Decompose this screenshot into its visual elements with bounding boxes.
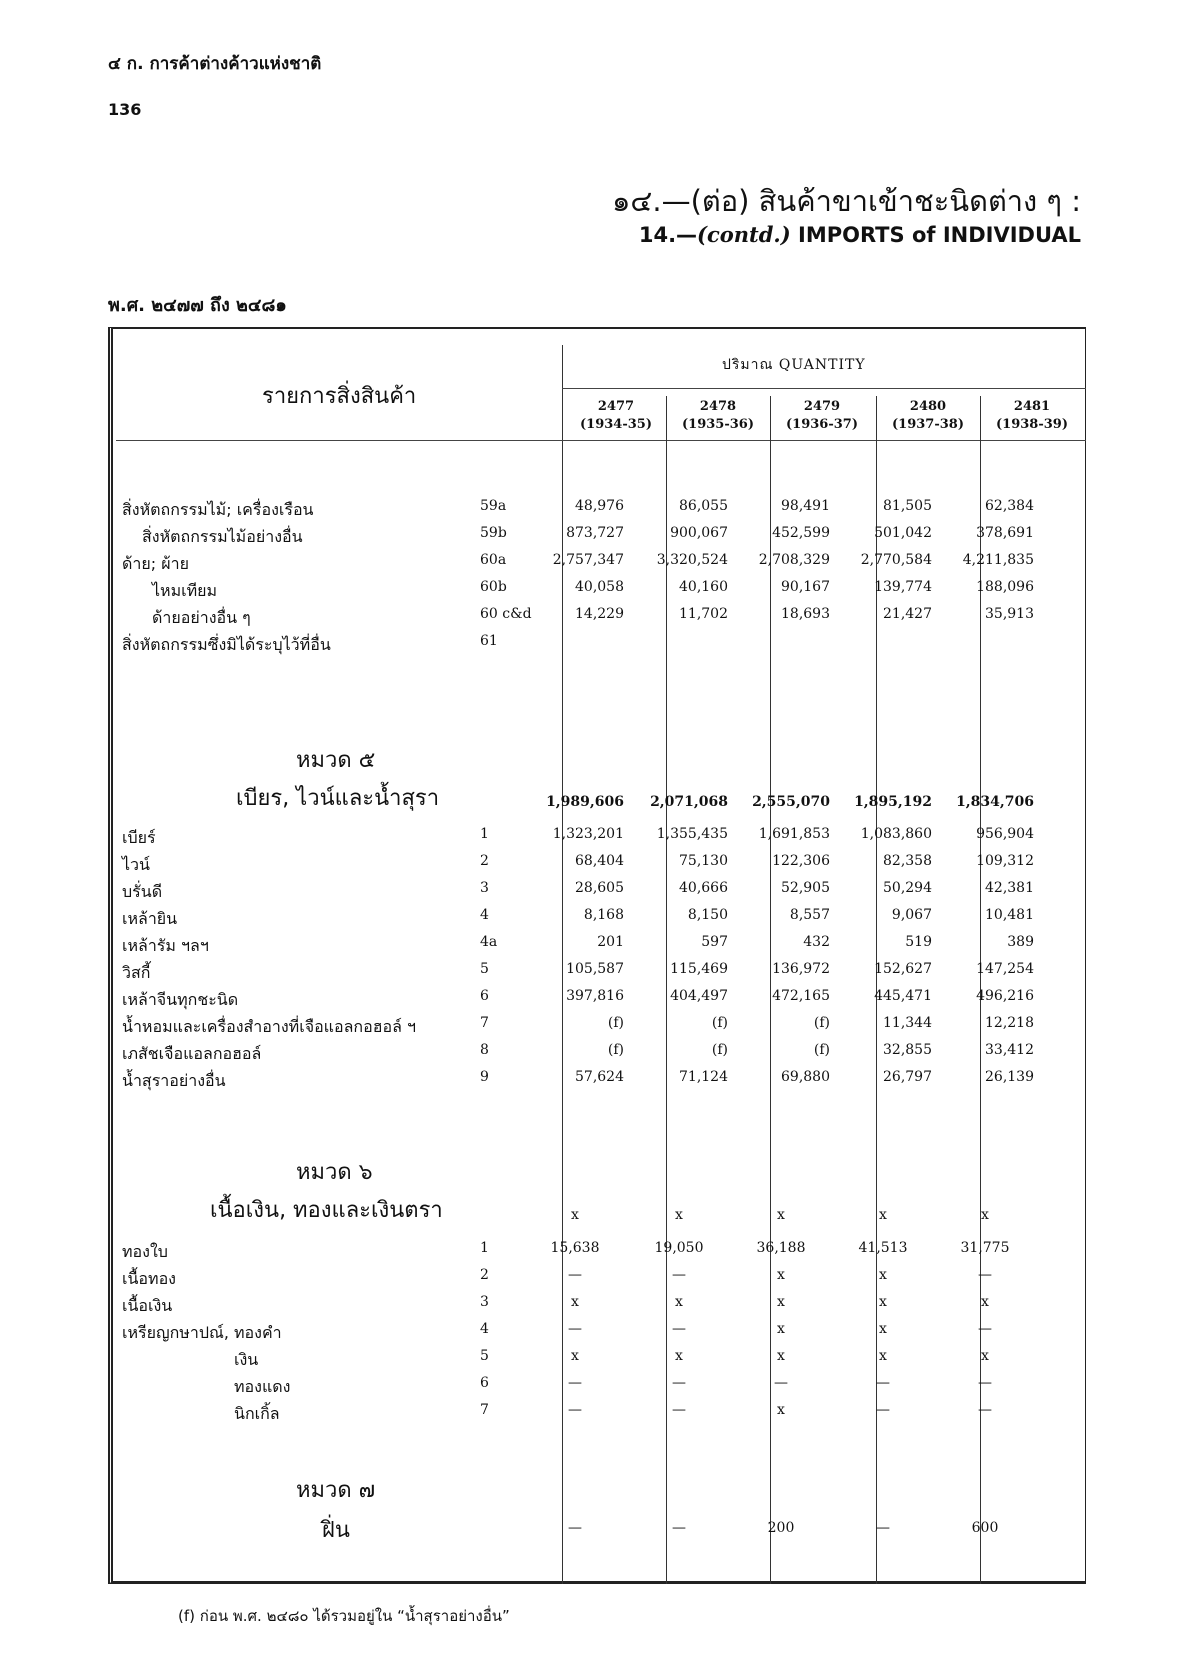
row-code: 7 [480, 1402, 489, 1418]
table-title-thai: ๑๔.—(ต่อ) สินค้าขาเข้าชะนิดต่าง ๆ : [612, 184, 1081, 218]
row-value: 378,691 [976, 525, 1034, 541]
row-code: 5 [480, 961, 489, 977]
table-row [112, 1294, 1082, 1322]
row-value: 15,638 [550, 1240, 600, 1256]
row-value: 501,042 [874, 525, 932, 541]
row-code: 7 [480, 1015, 489, 1031]
row-value: x [777, 1267, 785, 1283]
year-ad: (1935-36) [682, 417, 754, 432]
row-label: เภสัชเจือแอลกอฮอล์ [122, 1044, 262, 1063]
row-code: 4 [480, 907, 489, 923]
row-value: 1,323,201 [552, 826, 624, 842]
row-value: 389 [1007, 934, 1034, 950]
row-value: (f) [607, 1042, 624, 1058]
row-value: 75,130 [679, 853, 728, 869]
row-value: 2,757,347 [552, 552, 624, 568]
table-row [112, 853, 1082, 881]
row-value: 10,481 [985, 907, 1034, 923]
group-7-title: หมวด ๗ [296, 1478, 376, 1503]
year-ad: (1937-38) [892, 417, 964, 432]
table-row [112, 880, 1082, 908]
row-label: เนื้อเงิน [122, 1296, 173, 1315]
row-label: ไหมเทียม [152, 581, 218, 600]
row-value: x [675, 1348, 683, 1364]
row-code: 59a [480, 498, 507, 514]
row-label: เหรียญกษาปณ์, ทองคำ [122, 1323, 282, 1342]
row-value: 600 [971, 1520, 999, 1536]
row-value: 122,306 [772, 853, 830, 869]
row-code: 60 c&d [480, 606, 532, 622]
row-value: (f) [813, 1015, 830, 1031]
row-value: x [571, 1294, 579, 1310]
row-value: 2,708,329 [758, 552, 830, 568]
row-label: บรั่นดี [122, 882, 163, 901]
row-value: 62,384 [985, 498, 1034, 514]
row-value: 52,905 [781, 880, 830, 896]
year-be: 2477 [597, 399, 635, 414]
row-value: 28,605 [575, 880, 624, 896]
row-value: 33,412 [985, 1042, 1034, 1058]
row-code: 9 [480, 1069, 489, 1085]
row-label: น้ำหอมและเครื่องสำอางที่เจือแอลกอฮอล์ ฯ [122, 1017, 416, 1036]
row-code: 2 [480, 1267, 489, 1283]
row-value: 2,555,070 [752, 794, 830, 810]
row-value: 109,312 [976, 853, 1034, 869]
title-en-prefix: 14.— [638, 223, 698, 247]
row-value: — [876, 1520, 890, 1536]
row-code: 60b [480, 579, 507, 595]
row-value: 81,505 [883, 498, 932, 514]
row-code: 3 [480, 880, 489, 896]
row-value: — [568, 1321, 582, 1337]
row-label: ด้าย; ผ้าย [122, 554, 189, 573]
row-code: 4a [480, 934, 498, 950]
row-label: สิ่งหัตถกรรมซึ่งมิได้ระบุไว้ที่อื่น [122, 635, 331, 654]
row-value: — [672, 1402, 686, 1418]
row-value: 40,058 [575, 579, 624, 595]
row-value: — [876, 1375, 890, 1391]
table-row [112, 1267, 1082, 1295]
row-value: x [879, 1348, 887, 1364]
row-code: 4 [480, 1321, 489, 1337]
table-row [112, 826, 1082, 854]
year-range: พ.ศ. ๒๔๗๗ ถึง ๒๔๘๑ [108, 295, 287, 316]
year-ad: (1938-39) [996, 417, 1068, 432]
row-value: 147,254 [976, 961, 1034, 977]
table-row [112, 961, 1082, 989]
row-value: 900,067 [670, 525, 728, 541]
row-value: 26,797 [883, 1069, 932, 1085]
row-value: 69,880 [781, 1069, 830, 1085]
row-value: (f) [607, 1015, 624, 1031]
row-value: 1,355,435 [656, 826, 728, 842]
table-row [112, 498, 1082, 526]
row-value: 41,513 [858, 1240, 908, 1256]
row-label: น้ำสุราอย่างอื่น [122, 1071, 226, 1090]
row-label: ทองแดง [234, 1377, 291, 1396]
row-value: x [879, 1267, 887, 1283]
row-value: 1,083,860 [860, 826, 932, 842]
row-label: เนื้อทอง [122, 1269, 176, 1288]
row-code: 61 [480, 633, 498, 649]
row-code: 2 [480, 853, 489, 869]
row-value: 90,167 [781, 579, 830, 595]
row-value: — [774, 1375, 788, 1391]
item-column-header: รายการสิ่งสินค้า [262, 384, 417, 409]
row-value: 42,381 [985, 880, 1034, 896]
row-value: 3,320,524 [656, 552, 728, 568]
row-value: 8,168 [583, 907, 624, 923]
row-value: — [978, 1321, 992, 1337]
quantity-column-header: ปริมาณ QUANTITY [722, 357, 866, 373]
row-value: 1,834,706 [956, 794, 1034, 810]
row-value: 11,702 [679, 606, 728, 622]
table-row [112, 1321, 1082, 1349]
row-value: 18,693 [781, 606, 830, 622]
row-label: เหล้ารัม ฯลฯ [122, 936, 209, 955]
group-5-title: หมวด ๕ [296, 748, 376, 773]
row-label: สิ่งหัตถกรรมไม้; เครื่องเรือน [122, 500, 314, 519]
row-value: 115,469 [670, 961, 728, 977]
row-value: — [672, 1520, 686, 1536]
row-value: 98,491 [781, 498, 830, 514]
year-header [982, 398, 1082, 434]
table-row [112, 1348, 1082, 1376]
year-be: 2481 [1013, 399, 1051, 414]
row-code: 1 [480, 1240, 489, 1256]
row-value: 445,471 [874, 988, 932, 1004]
row-value: 14,229 [575, 606, 624, 622]
row-label: ทองใบ [122, 1242, 168, 1261]
row-label: เหล้าจีนทุกชะนิด [122, 990, 239, 1009]
title-en-main: IMPORTS of INDIVIDUAL [798, 223, 1081, 247]
row-value: 4,211,835 [962, 552, 1034, 568]
row-value: 452,599 [772, 525, 830, 541]
row-value: x [777, 1321, 785, 1337]
row-value: 201 [597, 934, 624, 950]
group-total-row [112, 1207, 1082, 1235]
row-value: x [879, 1207, 887, 1223]
year-header [668, 398, 768, 434]
table-row [112, 606, 1082, 634]
year-ad: (1936-37) [786, 417, 858, 432]
year-ad: (1934-35) [580, 417, 652, 432]
row-code: 1 [480, 826, 489, 842]
row-value: 956,904 [976, 826, 1034, 842]
row-value: — [568, 1402, 582, 1418]
table-row [112, 633, 1082, 661]
row-value: 397,816 [566, 988, 624, 1004]
row-label: เงิน [234, 1350, 259, 1369]
row-value: — [672, 1321, 686, 1337]
row-value: 136,972 [772, 961, 830, 977]
table-row [112, 1042, 1082, 1070]
table-row [112, 1240, 1082, 1268]
year-header [566, 398, 666, 434]
year-be: 2479 [803, 399, 841, 414]
row-value: — [978, 1402, 992, 1418]
page-number: 136 [108, 100, 142, 119]
row-code: 6 [480, 1375, 489, 1391]
row-value: x [981, 1294, 989, 1310]
row-value: 139,774 [874, 579, 932, 595]
section-label: ๔ ก. การค้าต่างค้าวแห่งชาติ [108, 54, 322, 74]
row-value: (f) [813, 1042, 830, 1058]
row-value: 404,497 [670, 988, 728, 1004]
row-value: 19,050 [654, 1240, 704, 1256]
row-value: 519 [905, 934, 932, 950]
row-label: วิสกี้ [122, 963, 151, 982]
row-value: x [879, 1321, 887, 1337]
row-value: x [777, 1207, 785, 1223]
group-total-row [112, 794, 1082, 822]
row-value: 35,913 [985, 606, 1034, 622]
row-value: 26,139 [985, 1069, 1034, 1085]
row-value: 50,294 [883, 880, 932, 896]
row-value: 597 [701, 934, 728, 950]
row-value: x [981, 1348, 989, 1364]
table-row [112, 1069, 1082, 1097]
header-bottom-rule [116, 440, 1086, 441]
group-total-row [112, 1520, 1082, 1548]
row-value: x [879, 1294, 887, 1310]
row-value: 472,165 [772, 988, 830, 1004]
row-value: 2,770,584 [860, 552, 932, 568]
row-label: เหล้ายิน [122, 909, 178, 928]
row-value: 2,071,068 [650, 794, 728, 810]
row-value: 8,150 [687, 907, 728, 923]
row-value: 40,160 [679, 579, 728, 595]
row-value: 21,427 [883, 606, 932, 622]
table-row [112, 579, 1082, 607]
table-row [112, 1375, 1082, 1403]
table-row [112, 552, 1082, 580]
row-value: — [568, 1520, 582, 1536]
row-value: 432 [803, 934, 830, 950]
row-value: 31,775 [960, 1240, 1010, 1256]
row-value: 200 [767, 1520, 795, 1536]
row-value: — [672, 1375, 686, 1391]
group-6-subtitle: เนื้อเงิน, ทองและเงินตรา [210, 1198, 443, 1223]
row-code: 3 [480, 1294, 489, 1310]
row-value: x [675, 1207, 683, 1223]
row-value: — [978, 1267, 992, 1283]
row-code: 60a [480, 552, 507, 568]
table-row [112, 907, 1082, 935]
quantity-header-rule [562, 388, 1086, 389]
row-value: x [777, 1402, 785, 1418]
row-value: (f) [711, 1042, 728, 1058]
row-value: 68,404 [575, 853, 624, 869]
row-value: 12,218 [985, 1015, 1034, 1031]
row-value: (f) [711, 1015, 728, 1031]
row-value: 82,358 [883, 853, 932, 869]
table-row [112, 988, 1082, 1016]
year-header [772, 398, 872, 434]
group-5-subtitle: เบียร, ไวน์และน้ำสุรา [236, 786, 440, 811]
row-value: 188,096 [976, 579, 1034, 595]
title-en-contd: (contd.) [697, 222, 791, 247]
row-label: นิกเกิ้ล [234, 1404, 280, 1423]
row-value: 1,989,606 [546, 794, 624, 810]
row-value: x [571, 1207, 579, 1223]
row-value: 11,344 [883, 1015, 932, 1031]
row-value: 496,216 [976, 988, 1034, 1004]
row-value: 9,067 [891, 907, 932, 923]
row-value: 105,587 [566, 961, 624, 977]
row-value: 36,188 [756, 1240, 806, 1256]
footnote: (f) ก่อน พ.ศ. ๒๔๘๐ ได้รวมอยู่ใน “น้ำสุราอย่างอื่น” [178, 1607, 510, 1625]
row-value: 1,895,192 [854, 794, 932, 810]
row-label: สิ่งหัตถกรรมไม้อย่างอื่น [142, 527, 303, 546]
row-code: 5 [480, 1348, 489, 1364]
row-value: 57,624 [575, 1069, 624, 1085]
row-value: x [981, 1207, 989, 1223]
year-header [878, 398, 978, 434]
row-label: ด้ายอย่างอื่น ๆ [152, 608, 251, 627]
row-value: 71,124 [679, 1069, 728, 1085]
row-value: 873,727 [566, 525, 624, 541]
row-code: 6 [480, 988, 489, 1004]
table-row [112, 934, 1082, 962]
row-value: 152,627 [874, 961, 932, 977]
table-row [112, 1015, 1082, 1043]
row-value: 1,691,853 [758, 826, 830, 842]
row-value: x [777, 1294, 785, 1310]
table-row [112, 525, 1082, 553]
row-value: x [777, 1348, 785, 1364]
group-6-title: หมวด ๖ [296, 1160, 373, 1185]
row-value: — [876, 1402, 890, 1418]
row-value: — [672, 1267, 686, 1283]
year-be: 2480 [909, 399, 947, 414]
row-value: x [571, 1348, 579, 1364]
row-value: — [978, 1375, 992, 1391]
row-value: 48,976 [575, 498, 624, 514]
table-row [112, 1402, 1082, 1430]
row-value: 8,557 [789, 907, 830, 923]
row-value: 32,855 [883, 1042, 932, 1058]
row-value: 40,666 [679, 880, 728, 896]
row-code: 8 [480, 1042, 489, 1058]
row-value: — [568, 1267, 582, 1283]
row-code: 59b [480, 525, 507, 541]
group-7-subtitle: ฝิ่น [322, 1518, 350, 1543]
table-title-english [639, 222, 1081, 247]
row-label: เบียร์ [122, 828, 156, 847]
row-value: — [568, 1375, 582, 1391]
row-label: ไวน์ [122, 855, 150, 874]
row-value: x [675, 1294, 683, 1310]
year-be: 2478 [699, 399, 737, 414]
row-value: 86,055 [679, 498, 728, 514]
